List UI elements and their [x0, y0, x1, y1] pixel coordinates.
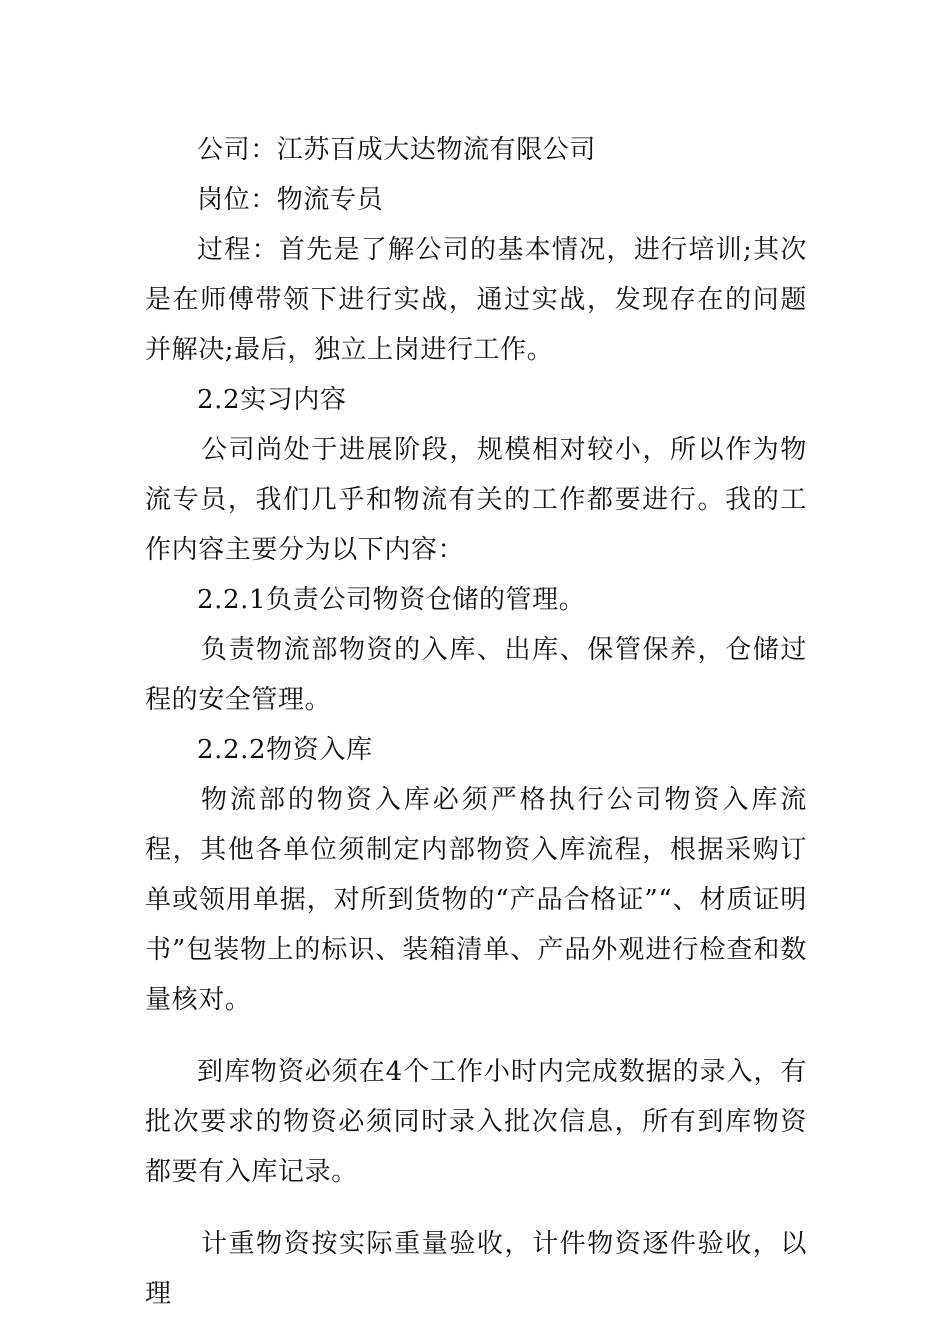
- section-2-2-2-heading: 2.2.2物资入库: [197, 735, 373, 765]
- section-2-2-2-paragraph-1: 物流部的物资入库必须严格执行公司物资入库流程，其他各单位须制定内部物资入库流程，根据采购订单或领用单据，对所到货物的“产品合格证”“、材质证明书”包装物上的标识、装箱清单、产品外观进行检查和数量核对。: [145, 785, 807, 1015]
- document-page: [145, 125, 807, 1319]
- company-line: 公司：江苏百成大达物流有限公司: [197, 135, 597, 165]
- section-2-2-heading: 2.2实习内容: [197, 385, 347, 415]
- position-line: 岗位：物流专员: [197, 185, 384, 215]
- section-2-2-paragraph: 公司尚处于进展阶段，规模相对较小，所以作为物流专员，我们几乎和物流有关的工作都要进行。我的工作内容主要分为以下内容：: [145, 435, 807, 565]
- process-paragraph: 过程：首先是了解公司的基本情况，进行培训;其次是在师傅带领下进行实战，通过实战，发现存在的问题并解决;最后，独立上岗进行工作。: [145, 235, 807, 365]
- section-2-2-1-paragraph: 负责物流部物资的入库、出库、保管保养，仓储过程的安全管理。: [145, 635, 807, 715]
- section-2-2-2-paragraph-3: 计重物资按实际重量验收，计件物资逐件验收，以理: [145, 1229, 807, 1309]
- section-2-2-2-paragraph-2: 到库物资必须在4个工作小时内完成数据的录入，有批次要求的物资必须同时录入批次信息，所有到库物资都要有入库记录。: [145, 1057, 807, 1187]
- section-2-2-1-heading: 2.2.1负责公司物资仓储的管理。: [197, 585, 586, 615]
